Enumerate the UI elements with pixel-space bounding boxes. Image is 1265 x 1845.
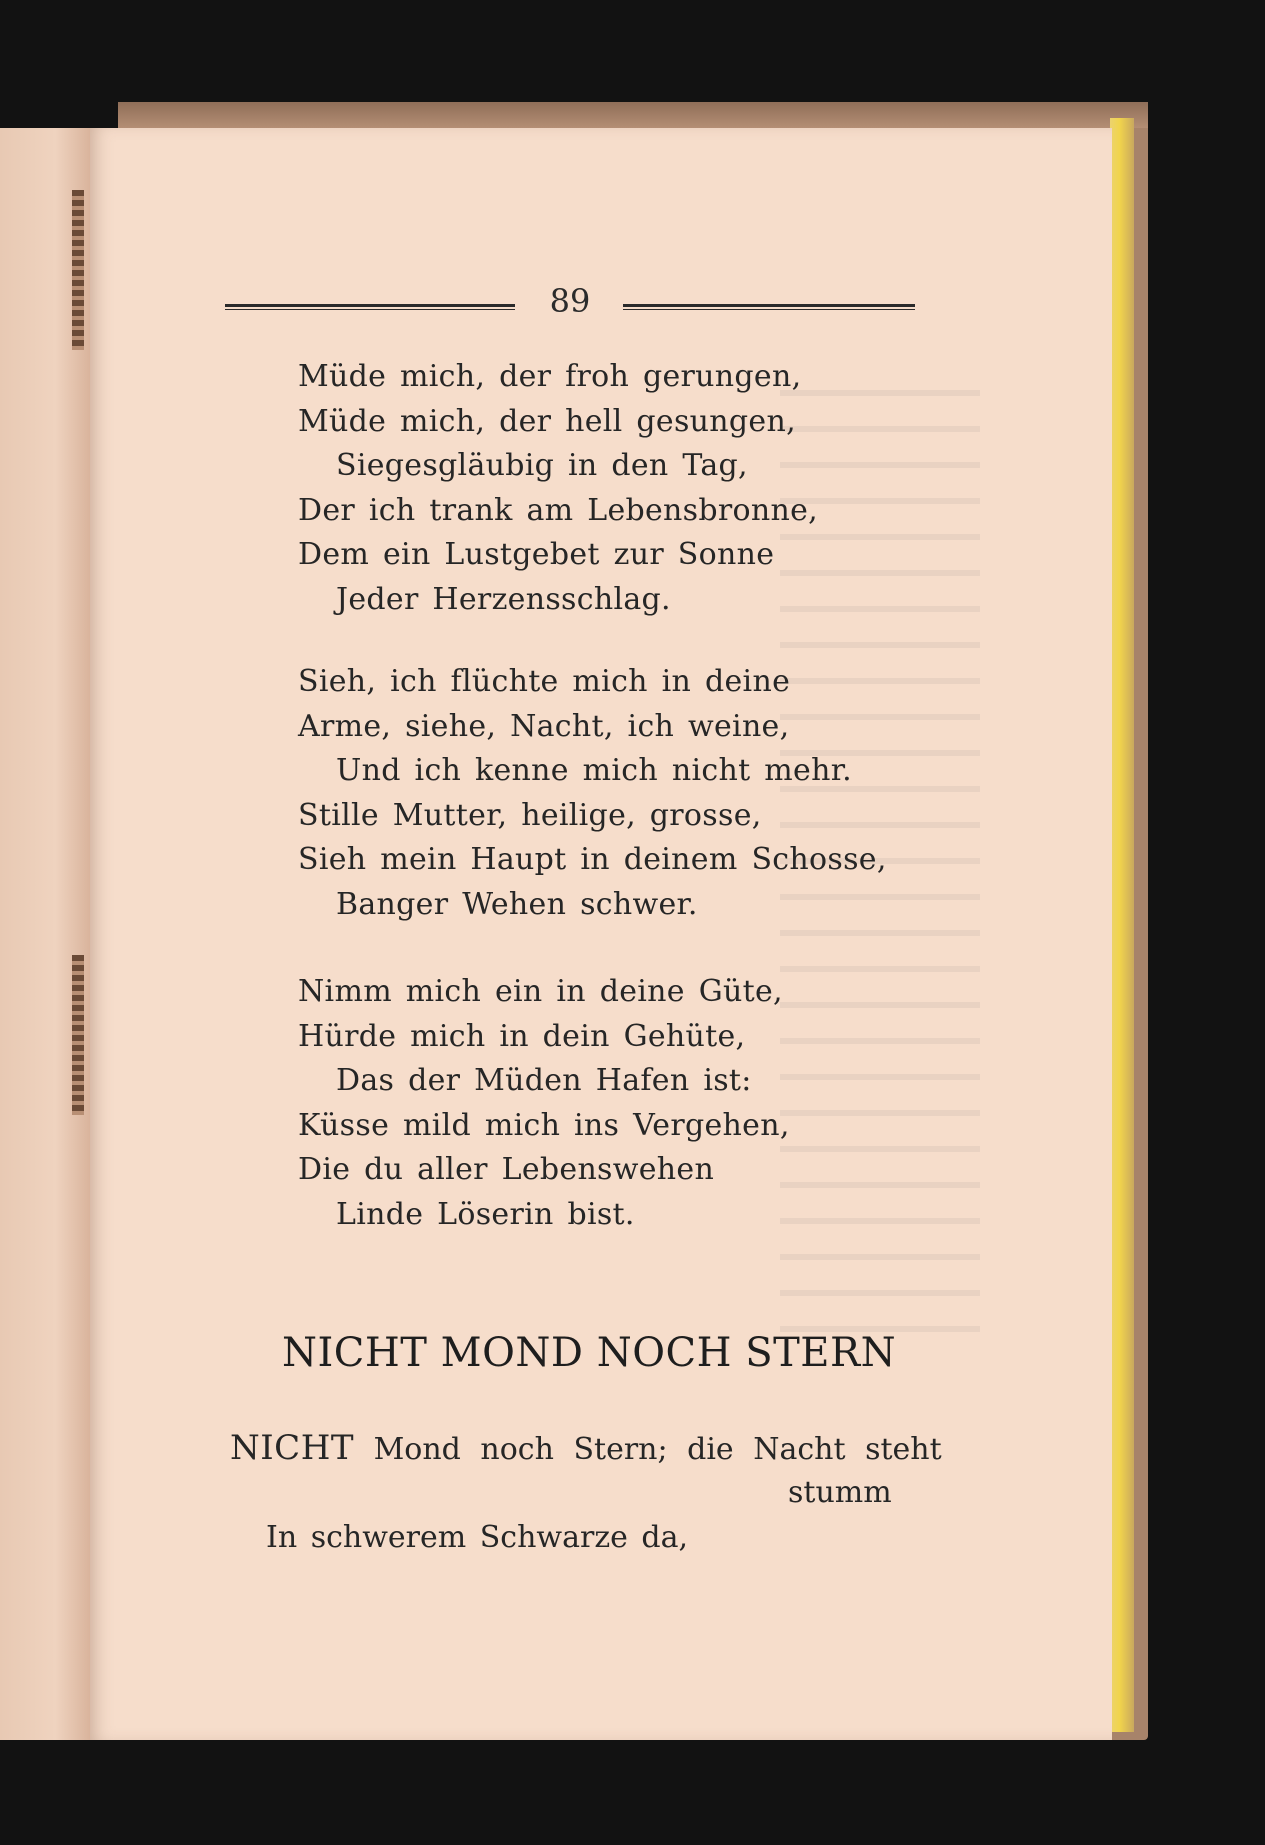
verse-line: Banger Wehen schwer. — [336, 886, 698, 922]
page-number: 89 — [549, 282, 591, 320]
verse-line: Und ich kenne mich nicht mehr. — [336, 753, 852, 788]
page-header — [225, 282, 915, 332]
verse-line: Stille Mutter, heilige, grosse, — [298, 797, 762, 833]
header-rule-right — [623, 304, 915, 310]
verse-line: Sieh, ich flüchte mich in deine — [298, 664, 791, 699]
verse-line: Die du aller Lebenswehen — [298, 1152, 715, 1187]
verse-line: Müde mich, der hell gesungen, — [298, 403, 796, 439]
binding-stitch-upper — [72, 190, 84, 350]
verse-line: Das der Müden Hafen ist: — [336, 1063, 752, 1098]
left-page-edge — [0, 128, 92, 1740]
stanza-2 — [298, 660, 938, 927]
stanza-1 — [298, 355, 938, 622]
verse-line: Arme, siehe, Nacht, ich weine, — [298, 708, 790, 744]
first-line-rest: Mond noch Stern; die Nacht steht — [373, 1432, 942, 1467]
verse-line-carryover: stumm — [788, 1475, 892, 1510]
verse-line: Müde mich, der froh gerungen, — [298, 359, 802, 394]
verse-line: Siegesgläubig in den Tag, — [336, 448, 748, 483]
binding-stitch-lower — [72, 955, 84, 1115]
verse-line: Nimm mich ein in deine Güte, — [298, 974, 783, 1009]
verse-line: Jeder Herzensschlag. — [336, 581, 671, 617]
header-rule-left — [225, 304, 515, 310]
page-edge-yellow — [1110, 118, 1134, 1732]
verse-line: Küsse mild mich ins Vergehen, — [298, 1107, 790, 1143]
verse-line: Linde Löserin bist. — [336, 1196, 635, 1232]
verse-line: Hürde mich in dein Gehüte, — [298, 1018, 746, 1054]
verse-line-first — [230, 1425, 942, 1471]
stanza-3 — [298, 970, 938, 1237]
poem-title: NICHT MOND NOCH STERN — [282, 1330, 897, 1376]
cover-top-edge — [118, 102, 1148, 128]
verse-line: In schwerem Schwarze da, — [266, 1520, 689, 1555]
verse-line: Der ich trank am Lebensbronne, — [298, 492, 819, 528]
poem-2-opening — [230, 1425, 942, 1561]
verse-line: Sieh mein Haupt in deinem Schosse, — [298, 842, 887, 877]
verse-line: Dem ein Lustgebet zur Sonne — [298, 537, 775, 572]
initial-word: NICHT — [230, 1428, 355, 1468]
